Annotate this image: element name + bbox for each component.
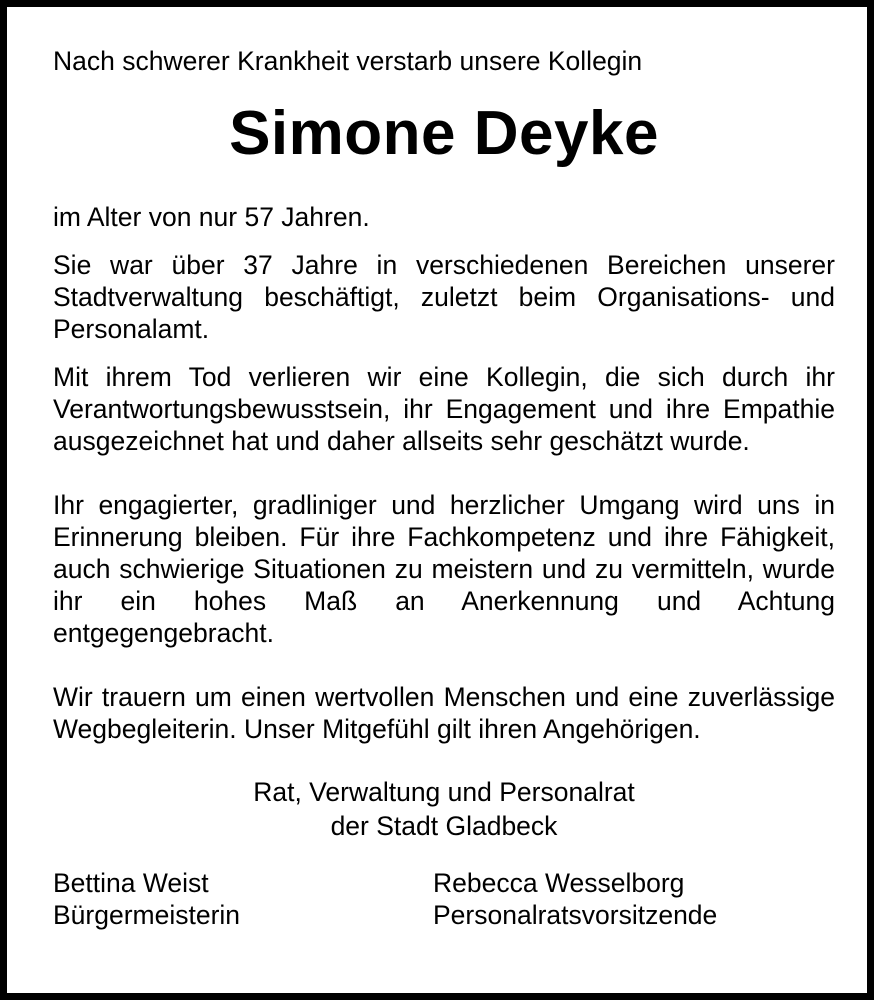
signatures bbox=[53, 867, 835, 931]
signing-bodies-line-2: der Stadt Gladbeck bbox=[330, 811, 558, 841]
age-line: im Alter von nur 57 Jahren. bbox=[53, 202, 370, 232]
signature-name: Rebecca Wesselborg bbox=[433, 868, 685, 898]
signing-bodies bbox=[53, 775, 835, 843]
obituary-notice-content bbox=[53, 45, 835, 931]
signature-name: Bettina Weist bbox=[53, 868, 209, 898]
signing-bodies-line-1: Rat, Verwaltung und Personalrat bbox=[253, 777, 635, 807]
paragraph-career: Sie war über 37 Jahre in verschiedenen Bereichen unserer Stadtverwaltung beschäftigt, zuletzt beim Organisations- und Personalamt. bbox=[53, 250, 835, 344]
signature-mayor bbox=[53, 867, 433, 931]
intro-line: Nach schwerer Krankheit verstarb unsere Kollegin bbox=[53, 46, 643, 76]
signature-role: Bürgermeisterin bbox=[53, 900, 241, 930]
signature-staff-council bbox=[433, 867, 813, 931]
deceased-name: Simone Deyke bbox=[229, 99, 659, 168]
paragraph-remembrance: Ihr engagierter, gradliniger und herzlicher Umgang wird uns in Erinnerung bleiben. Für ihre Fachkompetenz und ihre Fähigkeit, auch schwierige Situationen zu meistern und zu vermitteln, wurde ihr ein hohes Maß an Anerkennung und Achtung entgegengebracht. bbox=[53, 490, 835, 648]
paragraph-character: Mit ihrem Tod verlieren wir eine Kollegin, die sich durch ihr Verantwortungsbewusstsein, ihr Engagement und ihre Empathie ausgezeichnet hat und daher allseits sehr geschätzt wurde. bbox=[53, 362, 835, 456]
paragraph-condolence: Wir trauern um einen wertvollen Menschen und eine zuverlässige Wegbegleiterin. Unser Mitgefühl gilt ihren Angehörigen. bbox=[53, 682, 835, 744]
signature-role: Personalratsvorsitzende bbox=[433, 900, 718, 930]
